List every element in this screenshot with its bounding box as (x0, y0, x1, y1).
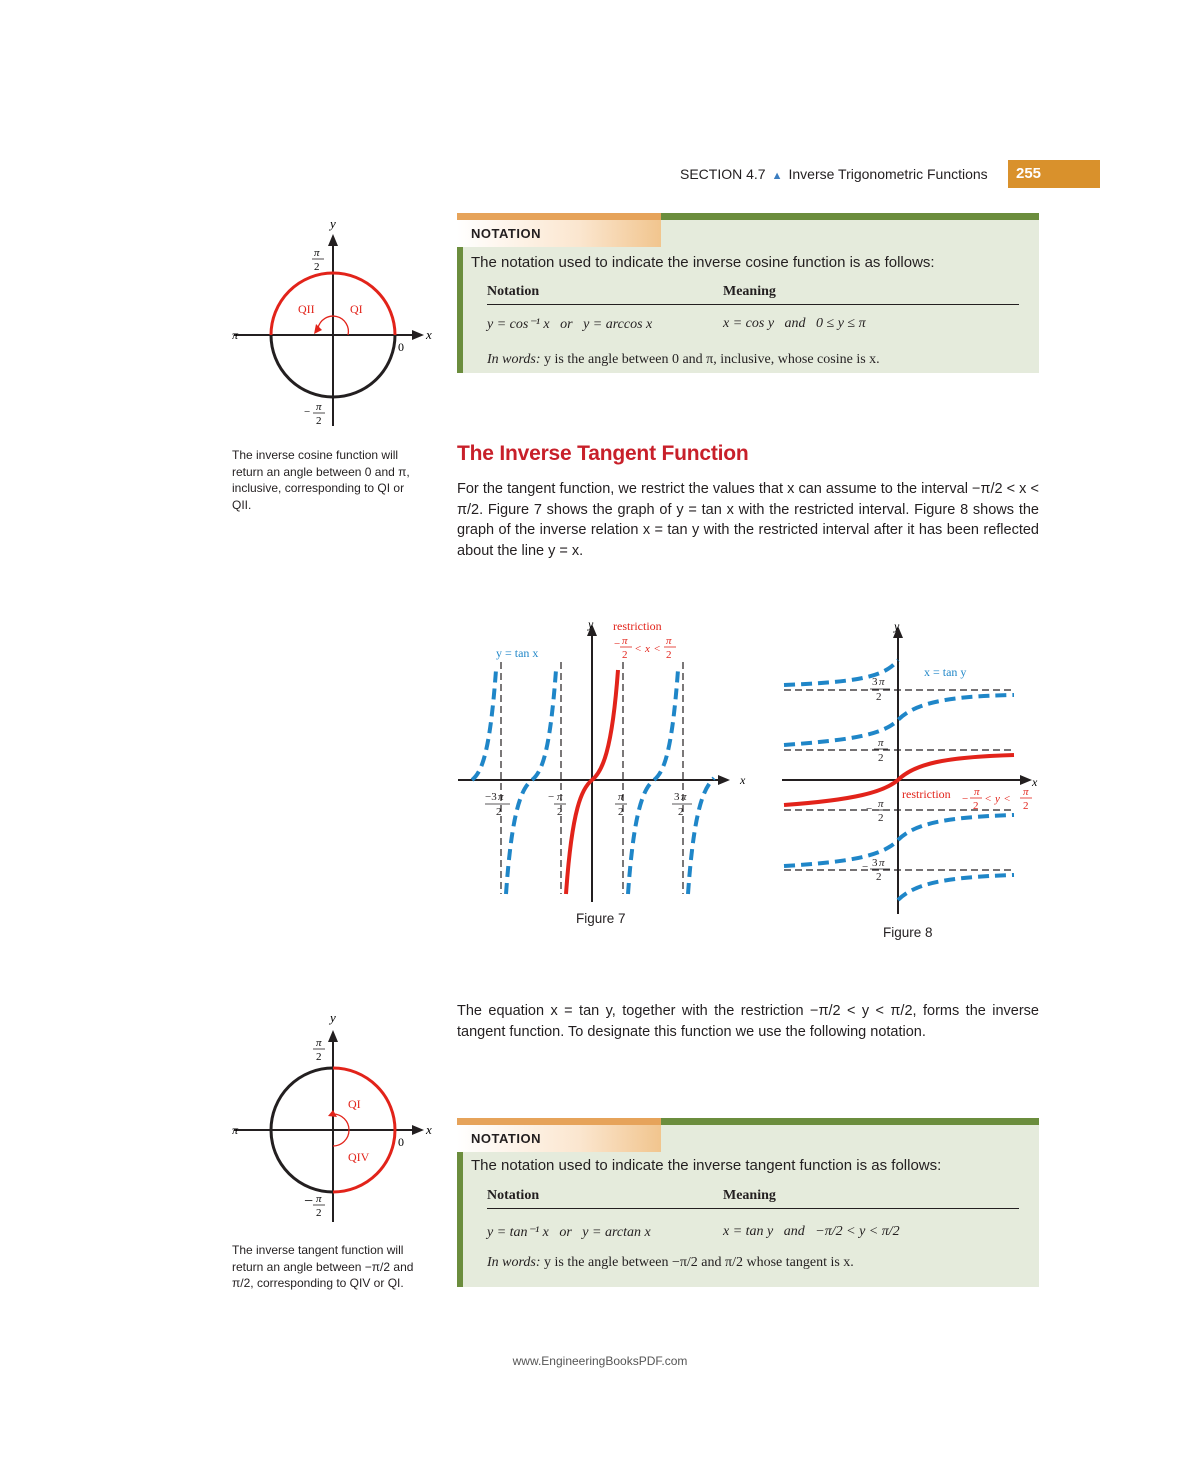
svg-text:y: y (995, 793, 1000, 805)
fig8-y-label: y (894, 619, 900, 633)
svg-text:π: π (974, 786, 980, 798)
figure-8-caption: Figure 8 (883, 925, 933, 940)
svg-text:2: 2 (1023, 800, 1029, 812)
circle2-top-tick-label (313, 1037, 325, 1063)
svg-text:2: 2 (876, 871, 882, 883)
svg-text:<: < (1004, 793, 1011, 805)
fig7-tick-labels (485, 791, 692, 818)
svg-text:π: π (666, 635, 672, 647)
svg-text:π: π (314, 247, 320, 259)
svg-text:−: − (862, 861, 869, 873)
notation1-row-notation: y = cos⁻¹ x or y = arccos x (487, 317, 653, 332)
notation1-col-meaning: Meaning (723, 284, 776, 299)
fig8-restriction-label: restriction (902, 787, 951, 801)
paragraph-restriction: The equation x = tan y, together with the restriction −π/2 < y < π/2, forms the inverse tangent function. To designate this function we use the following notation. (457, 1003, 1039, 1040)
svg-text:2: 2 (496, 806, 502, 818)
circle1-y-label: y (330, 216, 336, 231)
fig7-restriction-expr (614, 635, 676, 661)
svg-text:π: π (618, 791, 624, 803)
circle1-caption: The inverse cosine function will return an angle between 0 and π, inclusive, corresponding to QI or QII. (232, 448, 410, 512)
svg-text:3: 3 (872, 857, 878, 869)
svg-text:π: π (879, 676, 885, 688)
svg-text:2: 2 (316, 1051, 322, 1063)
svg-text:−: − (866, 803, 873, 815)
chapter-title: Inverse Trigonometric Functions (788, 166, 988, 182)
circle2-y-label: y (330, 1010, 336, 1025)
circle1-q2-label: QII (298, 302, 315, 316)
svg-text:π: π (316, 401, 322, 413)
notation-box-tangent (457, 1118, 1039, 1287)
svg-text:π: π (557, 791, 563, 803)
notation-tag: NOTATION (471, 1131, 541, 1146)
circle2-pi-label: π (232, 1123, 239, 1137)
svg-text:<: < (654, 643, 661, 655)
svg-text:<: < (985, 793, 992, 805)
section-title: The Inverse Tangent Function (457, 442, 749, 465)
fig8-restriction-expr (962, 786, 1032, 812)
fig7-x-label: x (740, 773, 746, 787)
running-header (680, 166, 988, 182)
notation2-row-notation: y = tan⁻¹ x or y = arctan x (487, 1225, 651, 1240)
svg-text:π: π (879, 857, 885, 869)
notation1-words: In words: y is the angle between 0 and π, inclusive, whose cosine is x. (487, 352, 880, 367)
svg-text:x: x (645, 643, 650, 655)
svg-text:−: − (304, 406, 311, 418)
notation2-col-notation: Notation (487, 1188, 540, 1203)
inverse-cosine-unit-circle (226, 212, 446, 434)
paragraph-intro: For the tangent function, we restrict the values that x can assume to the interval −π/2 < x < π/2. Figure 7 shows the graph of y = tan x with the restricted interval. Figure 8 shows the graph of the inverse relation x = tan y with the restricted interval after it has been reflected about the line y = x. (457, 481, 1039, 559)
figure-7-caption: Figure 7 (576, 911, 626, 926)
circle2-q1-label: QI (348, 1097, 361, 1111)
fig7-restriction-label: restriction (613, 619, 662, 633)
notation2-col-meaning: Meaning (723, 1188, 776, 1203)
svg-text:π: π (878, 798, 884, 810)
circle1-q1-label: QI (350, 302, 363, 316)
svg-text:3: 3 (674, 791, 680, 803)
triangle-icon: ▲ (771, 170, 783, 182)
section-number: SECTION 4.7 (680, 166, 766, 182)
svg-text:2: 2 (618, 806, 624, 818)
svg-text:π: π (316, 1037, 322, 1049)
notation1-col-notation: Notation (487, 284, 540, 299)
circle1-top-tick-label (312, 247, 324, 273)
figure-7-graph (452, 612, 758, 912)
notation-box-cosine (457, 213, 1039, 373)
notation2-row-meaning: x = tan y and −π/2 < y < π/2 (723, 1224, 900, 1239)
svg-text:−3: −3 (485, 791, 497, 803)
svg-text:2: 2 (878, 812, 884, 824)
figure-8-graph (774, 612, 1050, 922)
circle2-x-label: x (426, 1122, 432, 1137)
svg-text:π: π (498, 791, 504, 803)
fig8-curve-label: x = tan y (924, 665, 967, 679)
svg-text:π: π (1023, 786, 1029, 798)
inverse-tangent-unit-circle (226, 1008, 446, 1230)
svg-text:2: 2 (622, 649, 628, 661)
circle1-zero-label: 0 (398, 340, 404, 354)
circle2-zero-label: 0 (398, 1135, 404, 1149)
notation1-intro: The notation used to indicate the inverse cosine function is as follows: (471, 254, 935, 271)
notation2-words: In words: y is the angle between −π/2 and π/2 whose tangent is x. (487, 1255, 854, 1270)
notation-tag: NOTATION (471, 226, 541, 241)
svg-text:2: 2 (876, 691, 882, 703)
fig7-curve-label: y = tan x (496, 646, 539, 660)
svg-text:−: − (304, 1193, 314, 1210)
circle2-q4-label: QIV (348, 1150, 370, 1164)
svg-text:−: − (962, 793, 969, 805)
svg-text:2: 2 (316, 1207, 322, 1219)
circle2-bottom-tick-label (304, 1193, 325, 1219)
circle1-x-label: x (426, 327, 432, 342)
svg-text:<: < (635, 643, 642, 655)
svg-text:π: π (316, 1193, 322, 1205)
svg-text:2: 2 (557, 806, 563, 818)
svg-text:2: 2 (666, 649, 672, 661)
fig7-y-label: y (588, 617, 594, 631)
svg-text:3: 3 (872, 676, 878, 688)
footer-url: www.EngineeringBooksPDF.com (512, 1354, 688, 1368)
circle2-caption: The inverse tangent function will return an angle between −π/2 and π/2, corresponding to QIV or QI. (232, 1243, 414, 1290)
page-number: 255 (1008, 160, 1100, 188)
svg-text:2: 2 (678, 806, 684, 818)
svg-text:2: 2 (316, 415, 322, 427)
svg-text:π: π (878, 737, 884, 749)
fig8-x-label: x (1032, 775, 1038, 789)
svg-text:π: π (681, 791, 687, 803)
svg-text:2: 2 (973, 800, 979, 812)
svg-text:−: − (614, 638, 621, 650)
svg-text:−: − (548, 791, 555, 803)
svg-text:2: 2 (314, 261, 320, 273)
circle1-bottom-tick-label (304, 401, 325, 427)
svg-text:2: 2 (878, 752, 884, 764)
circle1-pi-label: π (232, 328, 239, 342)
svg-text:π: π (622, 635, 628, 647)
notation1-row-meaning: x = cos y and 0 ≤ y ≤ π (723, 316, 866, 331)
notation2-intro: The notation used to indicate the inverse tangent function is as follows: (471, 1157, 942, 1174)
